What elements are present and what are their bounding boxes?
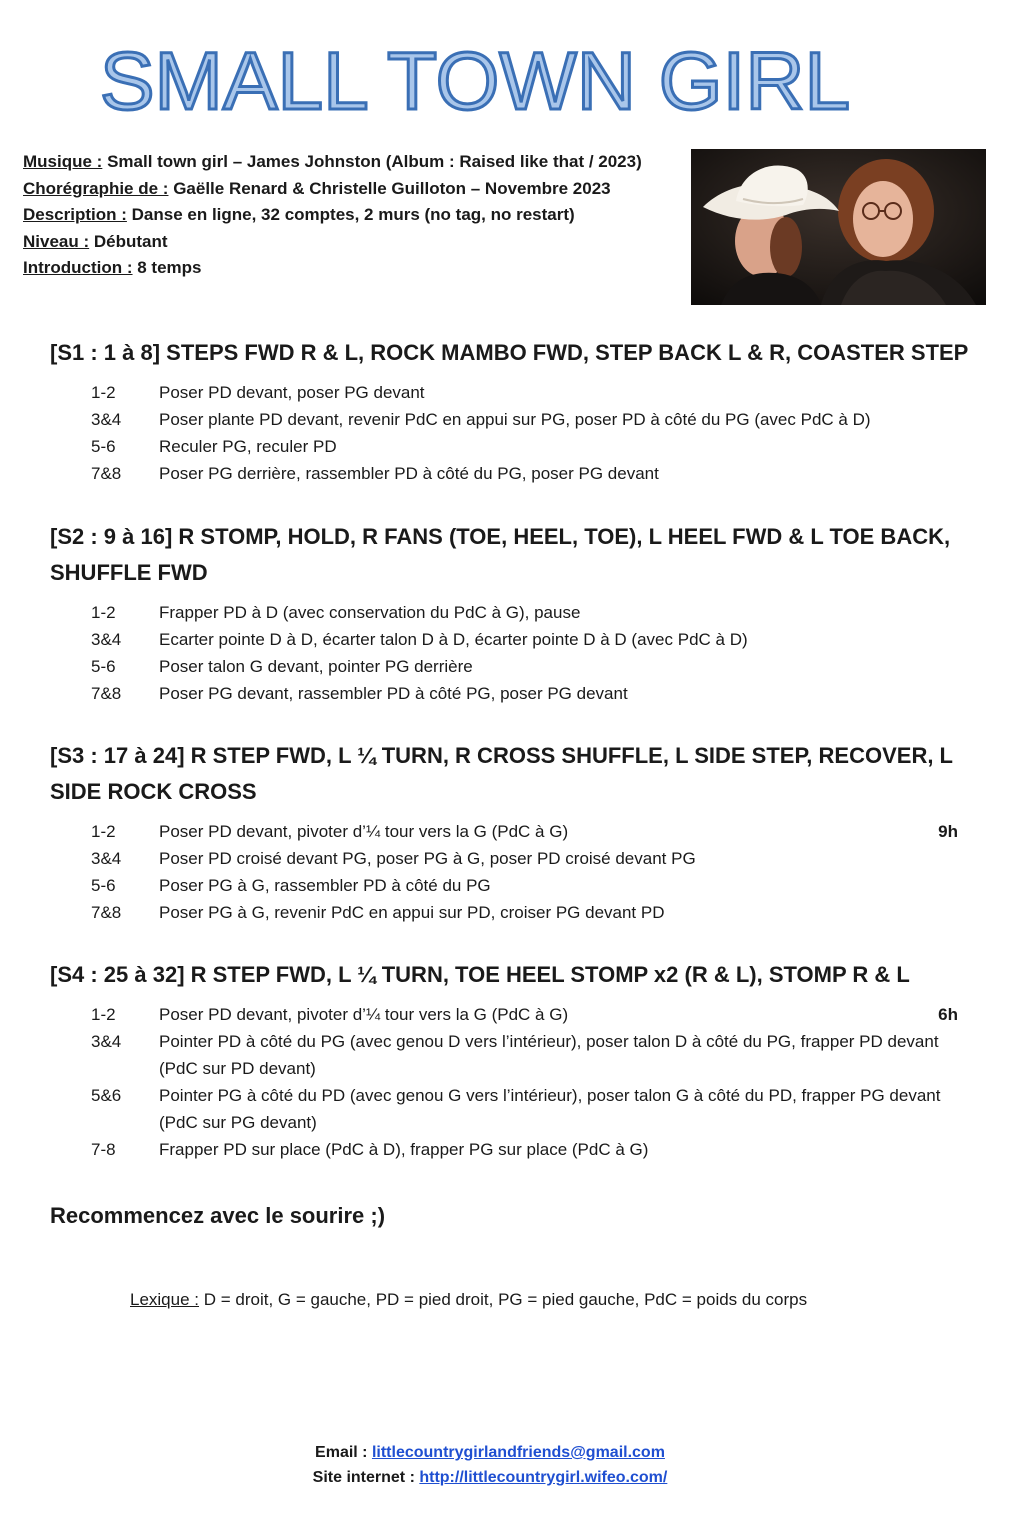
step-count: 1-2 (91, 603, 116, 622)
step-description: Reculer PG, reculer PD (159, 437, 337, 456)
step-row (50, 818, 980, 845)
wall-indicator: 9h (938, 822, 958, 841)
section-title: [S1 : 1 à 8] STEPS FWD R & L, ROCK MAMBO FWD, STEP BACK L & R, COASTER STEP (50, 340, 969, 365)
step-description: Frapper PD à D (avec conservation du PdC à G), pause (159, 603, 581, 622)
info-label: Chorégraphie de : (23, 178, 169, 198)
website-row (0, 1465, 980, 1490)
step-description: Pointer PD à côté du PG (avec genou D vers l’intérieur), poser talon D à côté du PG, frapper PD devant (PdC sur PD devant) (159, 1032, 939, 1078)
glossary (130, 1290, 807, 1310)
section-1 (50, 335, 980, 487)
info-label: Niveau : (23, 231, 90, 251)
step-row (50, 1136, 980, 1163)
step-row (50, 379, 980, 406)
step-count: 7&8 (91, 464, 122, 483)
step-row (50, 1028, 980, 1082)
website-label: Site internet : (312, 1469, 420, 1486)
section-title: [S4 : 25 à 32] R STEP FWD, L ¼ TURN, TOE HEEL STOMP x2 (R & L), STOMP R & L (50, 962, 910, 987)
ending-note: Recommencez avec le sourire ;) (50, 1203, 386, 1228)
step-count: 5&6 (91, 1086, 122, 1105)
page-title: SMALL TOWN GIRL (99, 36, 851, 127)
step-count: 3&4 (91, 849, 122, 868)
wall-indicator: 6h (938, 1005, 958, 1024)
email-label: Email : (315, 1444, 372, 1461)
info-value: Débutant (89, 231, 168, 251)
step-description: Poser talon G devant, pointer PG derrière (159, 657, 473, 676)
info-choreography (23, 176, 642, 203)
step-count: 3&4 (91, 410, 122, 429)
step-count: 5-6 (91, 437, 116, 456)
step-row (50, 599, 980, 626)
website-link[interactable]: http://littlecountrygirl.wifeo.com/ (419, 1469, 668, 1486)
info-level (23, 229, 642, 256)
contact-footer (0, 1440, 980, 1490)
step-count: 5-6 (91, 876, 116, 895)
step-row (50, 845, 980, 872)
page-title-graphic (95, 30, 855, 130)
step-description: Ecarter pointe D à D, écarter talon D à D, écarter pointe D à D (avec PdC à D) (159, 630, 748, 649)
step-description: Poser plante PD devant, revenir PdC en appui sur PG, poser PD à côté du PG (avec PdC à D) (159, 410, 871, 429)
step-description: Frapper PD sur place (PdC à D), frapper PG sur place (PdC à G) (159, 1140, 649, 1159)
step-row (50, 1082, 980, 1136)
step-list (50, 599, 980, 707)
info-label: Description : (23, 205, 127, 224)
choreographers-photo (691, 149, 986, 305)
step-count: 1-2 (91, 822, 116, 841)
section-3 (50, 738, 980, 926)
step-description: Poser PD devant, poser PG devant (159, 383, 425, 402)
step-count: 3&4 (91, 1032, 122, 1051)
step-row (50, 433, 980, 460)
step-count: 7&8 (91, 684, 122, 703)
info-value: Gaëlle Renard & Christelle Guilloton – Novembre 2023 (168, 178, 611, 198)
step-list (50, 1001, 980, 1163)
step-description: Poser PG à G, rassembler PD à côté du PG (159, 876, 491, 895)
email-row (0, 1440, 980, 1465)
step-count: 5-6 (91, 657, 116, 676)
step-count: 1-2 (91, 1005, 116, 1024)
title-block (0, 30, 950, 130)
step-description: Pointer PG à côté du PD (avec genou G vers l’intérieur), poser talon G à côté du PD, frapper PG devant (PdC sur PG devant) (159, 1086, 941, 1132)
glossary-label: Lexique : (130, 1290, 199, 1309)
step-row (50, 680, 980, 707)
step-count: 7-8 (91, 1140, 116, 1159)
step-description: Poser PD devant, pivoter d’¼ tour vers la G (PdC à G) (159, 1005, 569, 1024)
step-row (50, 406, 980, 433)
step-row (50, 1001, 980, 1028)
step-count: 3&4 (91, 630, 122, 649)
step-description: Poser PD croisé devant PG, poser PG à G, poser PD croisé devant PG (159, 849, 696, 868)
step-description: Poser PG devant, rassembler PD à côté PG, poser PG devant (159, 684, 628, 703)
info-label: Musique : (23, 152, 103, 171)
section-title: [S2 : 9 à 16] R STOMP, HOLD, R FANS (TOE, HEEL, TOE), L HEEL FWD & L TOE BACK, SHUFFLE FWD (50, 524, 951, 585)
step-row (50, 653, 980, 680)
step-list (50, 379, 980, 487)
glossary-text: D = droit, G = gauche, PD = pied droit, PG = pied gauche, PdC = poids du corps (199, 1290, 808, 1309)
step-row (50, 872, 980, 899)
section-2 (50, 519, 980, 707)
step-row (50, 899, 980, 926)
section-4 (50, 957, 980, 1163)
section-title: [S3 : 17 à 24] R STEP FWD, L ¼ TURN, R CROSS SHUFFLE, L SIDE STEP, RECOVER, L SIDE ROCK CROSS (50, 743, 953, 804)
info-label: Introduction : (23, 258, 133, 277)
info-description (23, 202, 642, 229)
info-value: 8 temps (132, 258, 202, 277)
email-link[interactable]: littlecountrygirlandfriends@gmail.com (371, 1444, 665, 1461)
step-description: Poser PD devant, pivoter d’¼ tour vers la G (PdC à G) (159, 822, 569, 841)
info-value: Danse en ligne, 32 comptes, 2 murs (no tag, no restart) (126, 205, 575, 224)
step-list (50, 818, 980, 926)
step-description: Poser PG à G, revenir PdC en appui sur PD, croiser PG devant PD (159, 903, 665, 922)
info-intro (23, 255, 642, 282)
choreographers-photo-graphic (691, 149, 986, 305)
step-count: 1-2 (91, 383, 116, 402)
info-value: Small town girl – James Johnston (Album : Raised like that / 2023) (102, 152, 642, 171)
step-row (50, 626, 980, 653)
step-row (50, 460, 980, 487)
step-count: 7&8 (91, 903, 122, 922)
info-music (23, 149, 642, 176)
step-description: Poser PG derrière, rassembler PD à côté du PG, poser PG devant (159, 464, 659, 483)
dance-info (23, 149, 642, 282)
